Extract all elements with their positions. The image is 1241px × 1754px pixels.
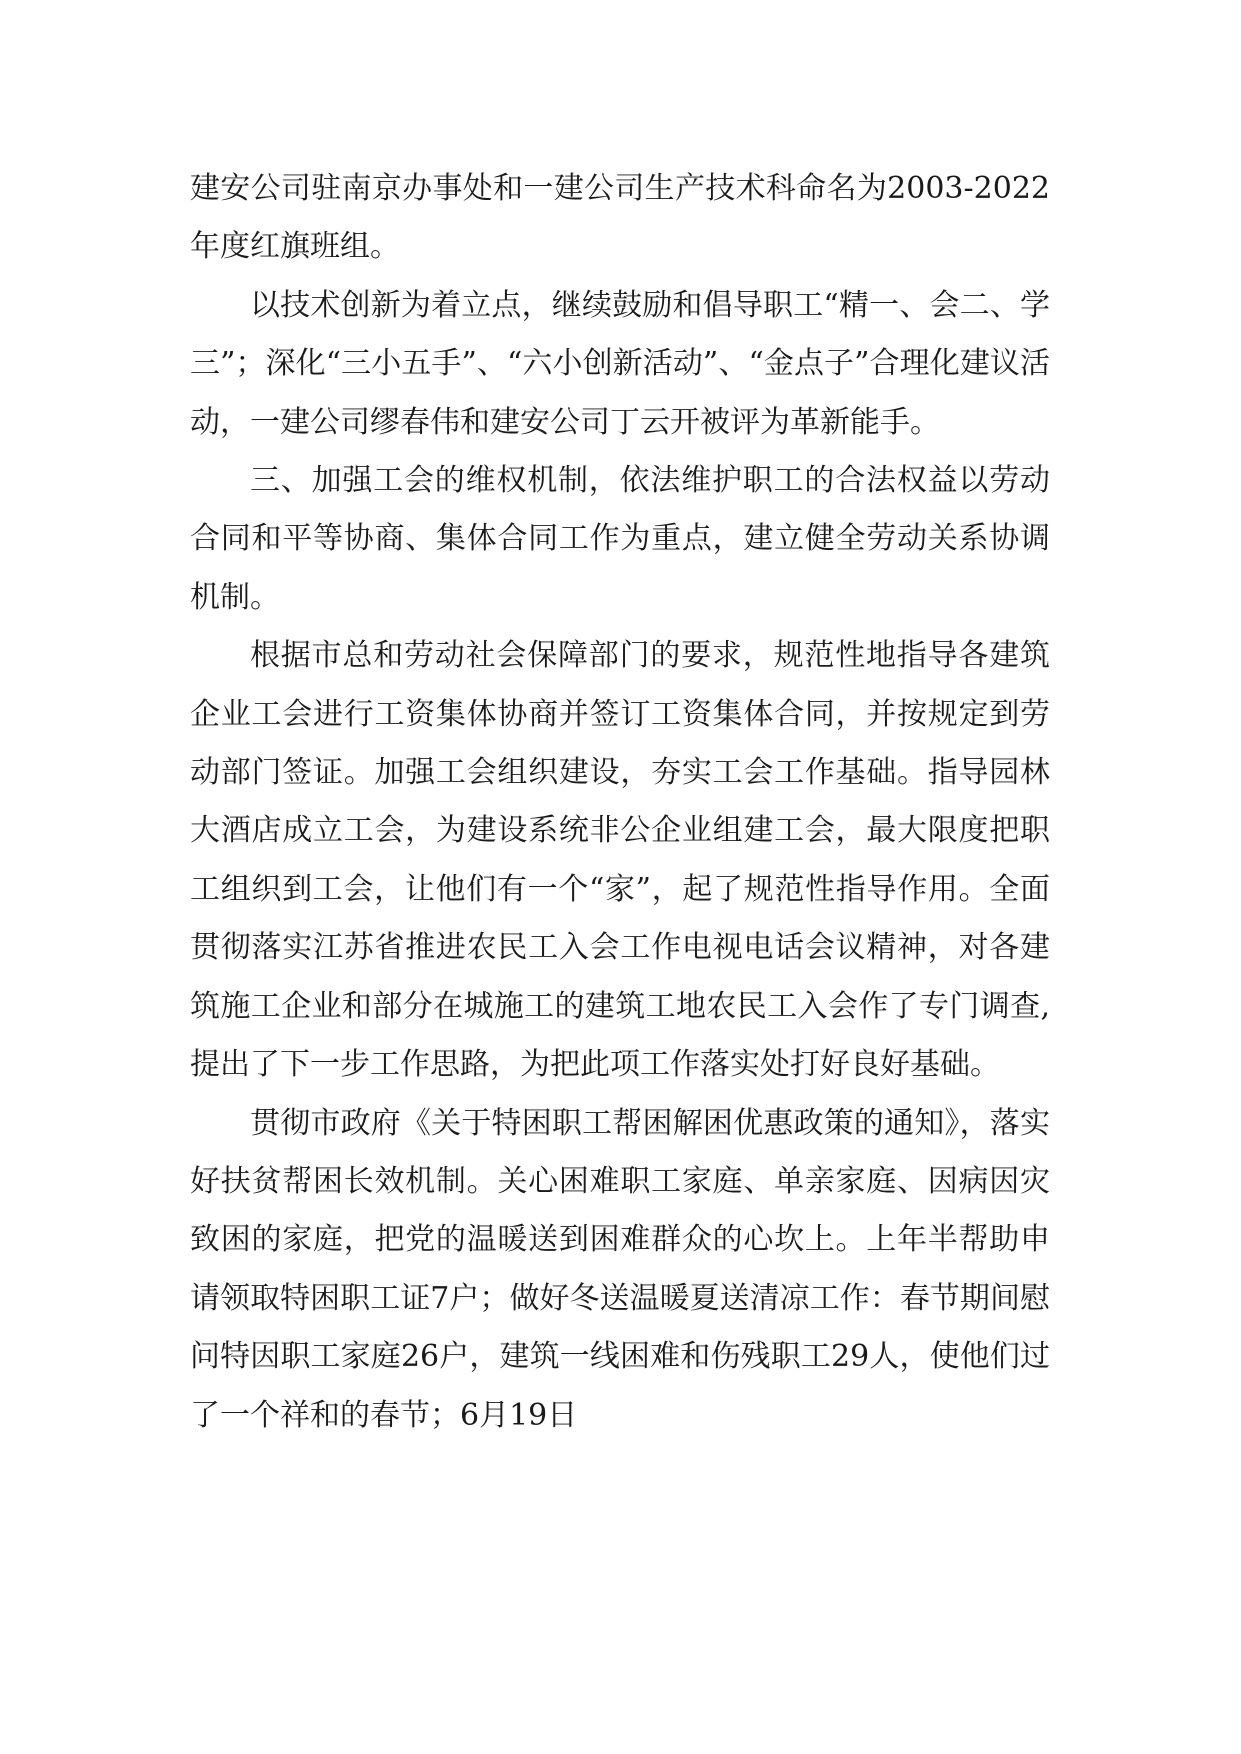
paragraph-4: 根据市总和劳动社会保障部门的要求，规范性地指导各建筑企业工会进行工资集体协商并签订工资集体合同，并按规定到劳动部门签证。加强工会组织建设，夯实工会工作基础。指导园林大酒店成立工会，为建设系统非公企业组建工会，最大限度把职工组织到工会，让他们有一个“家”，起了规范性指导作用。全面贯彻落实江苏省推进农民工入会工作电视电话会议精神，对各建筑施工企业和部分在城施工的建筑工地农民工入会作了专门调查,提出了下一步工作思路，为把此项工作落实处打好良好基础。: [190, 638, 1050, 1083]
document-body: [190, 160, 1050, 1445]
paragraph-1: 建安公司驻南京办事处和一建公司生产技术科命名为2003-2022年度红旗班组。: [190, 171, 1050, 265]
paragraph-3: 三、加强工会的维权机制，依法维护职工的合法权益以劳动合同和平等协商、集体合同工作为重点，建立健全劳动关系协调机制。: [190, 463, 1050, 615]
paragraph-2: 以技术创新为着立点，继续鼓励和倡导职工“精一、会二、学三”；深化“三小五手”、“六小创新活动”、“金点子”合理化建议活动，一建公司缪春伟和建安公司丁云开被评为革新能手。: [190, 287, 1050, 440]
paragraph-5: 贯彻市政府《关于特困职工帮困解困优惠政策的通知》，落实好扶贫帮困长效机制。关心困难职工家庭、单亲家庭、因病因灾致困的家庭，把党的温暖送到困难群众的心坎上。上年半帮助申请领取特困职工证7户；做好冬送温暖夏送清凉工作：春节期间慰问特因职工家庭26户，建筑一线困难和伤残职工29人，使他们过了一个祥和的春节；6月19日: [190, 1105, 1050, 1433]
